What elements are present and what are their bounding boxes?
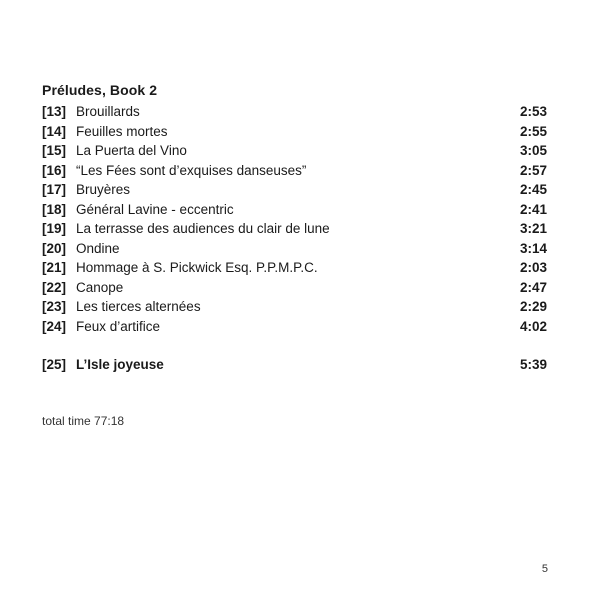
track-duration: 2:41 [519,201,547,217]
section-title: Préludes, Book 2 [42,82,158,98]
track-title: Bruyères [76,182,131,197]
track-row [42,180,547,200]
track-row [42,278,547,298]
track-title: Canope [76,279,124,295]
track-number: [14] [42,123,67,139]
track-row [42,102,547,122]
track-duration: 5:39 [519,357,547,372]
track-number: [16] [42,162,67,178]
featured-track-row [42,355,547,375]
track-duration: 2:47 [519,279,547,295]
track-duration: 2:03 [519,260,547,275]
track-title: Brouillards [76,104,140,119]
track-number: [13] [42,104,67,119]
track-title: La terrasse des audiences du clair de lune [76,221,330,236]
track-row [42,239,547,259]
track-duration: 2:29 [519,299,547,314]
track-number: [17] [42,182,67,197]
track-duration: 2:57 [519,162,547,178]
track-duration: 3:05 [519,143,547,158]
track-row [42,317,547,337]
track-title: Hommage à S. Pickwick Esq. P.P.M.P.C. [76,260,318,275]
track-number: [15] [42,143,67,158]
track-duration: 2:55 [519,123,547,139]
track-title: Ondine [76,240,120,256]
track-row [42,219,547,239]
track-row [42,122,547,142]
total-time: total time 77:18 [42,414,125,428]
track-title: L’Isle joyeuse [76,357,164,372]
track-row [42,141,547,161]
track-number: [23] [42,299,67,314]
track-title: La Puerta del Vino [76,143,187,158]
track-row [42,161,547,181]
track-number: [24] [42,318,67,334]
track-duration: 2:45 [519,182,547,197]
track-title: Feuilles mortes [76,123,168,139]
page-number: 5 [541,563,548,575]
track-number: [20] [42,240,67,256]
track-duration: 4:02 [519,318,547,334]
track-number: [19] [42,221,67,236]
track-duration: 3:21 [519,221,547,236]
track-title: Général Lavine - eccentric [76,201,234,217]
track-number: [25] [42,357,67,372]
track-row [42,297,547,317]
track-title: Feux d’artifice [76,318,161,334]
track-number: [22] [42,279,67,295]
track-row [42,258,547,278]
track-title: Les tierces alternées [76,299,201,314]
track-number: [18] [42,201,67,217]
track-list [42,102,547,336]
track-title: “Les Fées sont d’exquises danseuses” [76,162,307,178]
track-duration: 2:53 [519,104,547,119]
track-number: [21] [42,260,67,275]
track-row [42,200,547,220]
track-duration: 3:14 [519,240,547,256]
